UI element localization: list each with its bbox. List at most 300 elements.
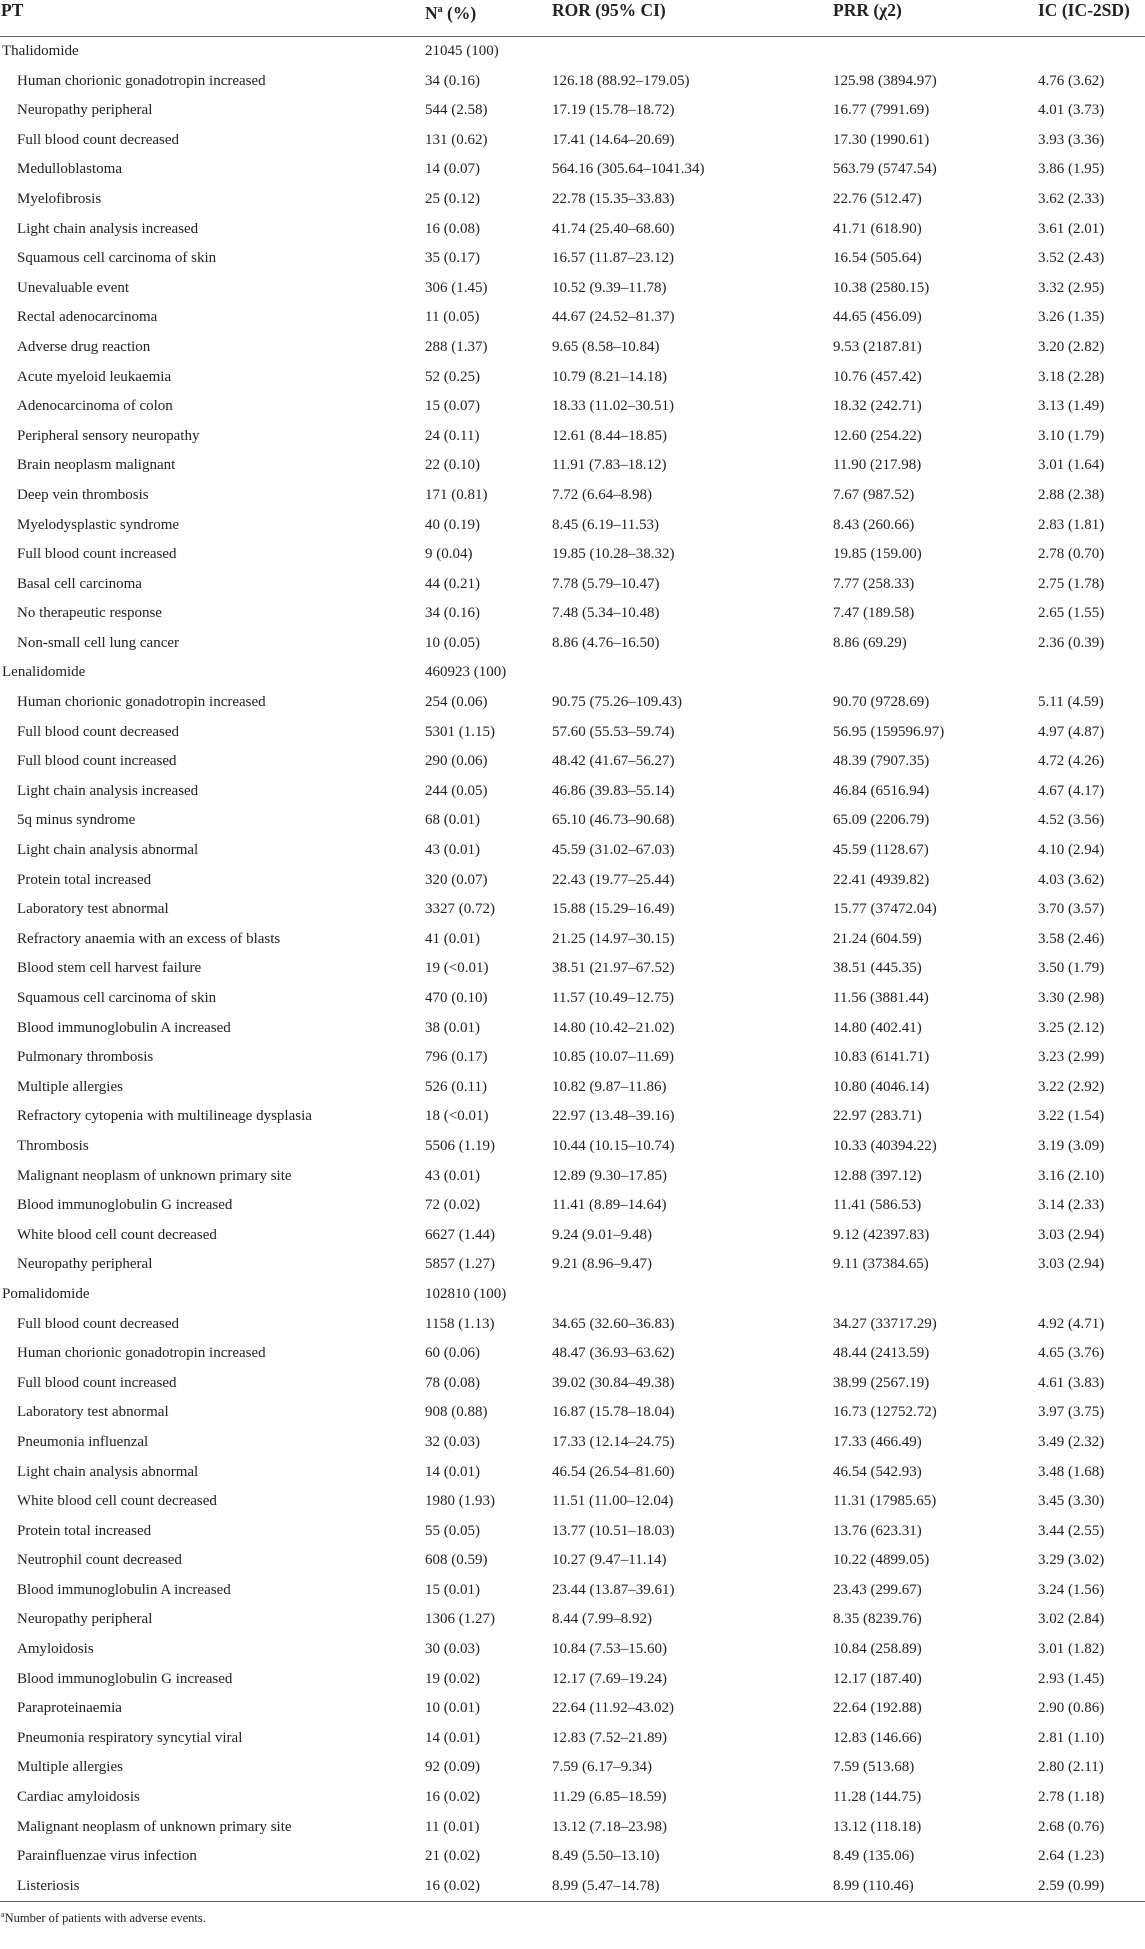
cell-n: 21 (0.02) bbox=[425, 1848, 480, 1865]
cell-ror: 8.45 (6.19–11.53) bbox=[552, 516, 659, 533]
cell-n: 24 (0.11) bbox=[425, 427, 480, 444]
cell-ror: 23.44 (13.87–39.61) bbox=[552, 1581, 675, 1598]
table-row bbox=[0, 274, 1145, 304]
cell-ic: 4.65 (3.76) bbox=[1038, 1345, 1105, 1362]
cell-pt: White blood cell count decreased bbox=[17, 1226, 217, 1243]
cell-ic: 3.30 (2.98) bbox=[1038, 990, 1105, 1006]
table-row bbox=[0, 422, 1145, 452]
cell-n: 22 (0.10) bbox=[425, 457, 480, 474]
cell-n: 6627 (1.44) bbox=[425, 1226, 495, 1243]
cell-ror: 38.51 (21.97–67.52) bbox=[552, 960, 675, 977]
cell-n: 171 (0.81) bbox=[425, 486, 488, 503]
header-prr: PRR (χ2) bbox=[833, 0, 1038, 37]
cell-pt: Human chorionic gonadotropin increased bbox=[17, 694, 266, 711]
cell-ic: 4.01 (3.73) bbox=[1038, 102, 1105, 119]
cell-pt: White blood cell count decreased bbox=[17, 1493, 217, 1510]
table-row bbox=[0, 1339, 1145, 1369]
table-row bbox=[0, 155, 1145, 185]
cell-prr: 8.49 (135.06) bbox=[833, 1848, 915, 1865]
cell-ror: 22.78 (15.35–33.83) bbox=[552, 190, 675, 207]
cell-ic: 4.72 (4.26) bbox=[1038, 753, 1105, 770]
cell-prr: 9.53 (2187.81) bbox=[833, 338, 922, 355]
cell-prr: 10.33 (40394.22) bbox=[833, 1137, 937, 1154]
cell-pt: Blood immunoglobulin A increased bbox=[17, 1019, 231, 1036]
cell-ror: 12.17 (7.69–19.24) bbox=[552, 1670, 667, 1687]
table-row bbox=[0, 185, 1145, 215]
cell-ic: 3.03 (2.94) bbox=[1038, 1226, 1105, 1243]
cell-n: 44 (0.21) bbox=[425, 575, 480, 592]
cell-n: 526 (0.11) bbox=[425, 1078, 487, 1095]
cell-ic: 3.01 (1.82) bbox=[1038, 1641, 1105, 1658]
cell-ror: 564.16 (305.64–1041.34) bbox=[552, 161, 705, 178]
table-row bbox=[0, 1191, 1145, 1221]
cell-n: 19 (<0.01) bbox=[425, 960, 489, 977]
cell-ror: 17.33 (12.14–24.75) bbox=[552, 1433, 675, 1450]
table-row bbox=[0, 1724, 1145, 1754]
cell-ror: 16.57 (11.87–23.12) bbox=[552, 250, 674, 267]
table-row bbox=[0, 836, 1145, 866]
cell-ic: 3.26 (1.35) bbox=[1038, 309, 1105, 326]
cell-ic: 3.97 (3.75) bbox=[1038, 1404, 1105, 1421]
cell-ror: 45.59 (31.02–67.03) bbox=[552, 842, 675, 859]
cell-pt: Acute myeloid leukaemia bbox=[17, 368, 172, 385]
cell-pt: Blood stem cell harvest failure bbox=[17, 960, 202, 977]
cell-n: 320 (0.07) bbox=[425, 871, 488, 888]
cell-ror: 17.41 (14.64–20.69) bbox=[552, 131, 675, 148]
group-count: 102810 (100) bbox=[425, 1285, 507, 1302]
cell-ic: 3.58 (2.46) bbox=[1038, 930, 1105, 947]
table-row bbox=[0, 1014, 1145, 1044]
group-count: 21045 (100) bbox=[425, 43, 499, 59]
cell-ic: 4.97 (4.87) bbox=[1038, 723, 1105, 740]
cell-n: 55 (0.05) bbox=[425, 1522, 480, 1539]
header-n-sup: a bbox=[437, 4, 443, 15]
table-row bbox=[0, 895, 1145, 925]
table-row bbox=[0, 1250, 1145, 1280]
empty-cell bbox=[552, 37, 833, 67]
table-row bbox=[0, 126, 1145, 156]
cell-ror: 22.64 (11.92–43.02) bbox=[552, 1700, 674, 1717]
cell-prr: 90.70 (9728.69) bbox=[833, 694, 930, 711]
table-row bbox=[0, 67, 1145, 97]
cell-prr: 45.59 (1128.67) bbox=[833, 842, 929, 859]
table-row bbox=[0, 570, 1145, 600]
cell-ror: 10.85 (10.07–11.69) bbox=[552, 1049, 674, 1066]
cell-ror: 126.18 (88.92–179.05) bbox=[552, 72, 690, 89]
cell-ic: 2.75 (1.78) bbox=[1038, 575, 1105, 592]
cell-prr: 11.31 (17985.65) bbox=[833, 1493, 937, 1510]
cell-prr: 46.84 (6516.94) bbox=[833, 782, 930, 799]
cell-prr: 38.51 (445.35) bbox=[833, 960, 922, 977]
table-row bbox=[0, 1665, 1145, 1695]
cell-n: 30 (0.03) bbox=[425, 1641, 480, 1658]
table-row bbox=[0, 96, 1145, 126]
cell-prr: 10.22 (4899.05) bbox=[833, 1552, 930, 1569]
table-row bbox=[0, 1102, 1145, 1132]
cell-ror: 8.86 (4.76–16.50) bbox=[552, 634, 660, 651]
cell-ror: 10.82 (9.87–11.86) bbox=[552, 1078, 667, 1095]
cell-prr: 8.99 (110.46) bbox=[833, 1872, 1038, 1902]
cell-ic: 3.49 (2.32) bbox=[1038, 1433, 1105, 1450]
cell-pt: Malignant neoplasm of unknown primary site bbox=[17, 1167, 292, 1184]
cell-ic: 4.52 (3.56) bbox=[1038, 812, 1105, 829]
cell-prr: 17.33 (466.49) bbox=[833, 1433, 922, 1450]
empty-cell bbox=[1038, 658, 1145, 688]
table-row bbox=[0, 1073, 1145, 1103]
table-row bbox=[0, 1310, 1145, 1340]
cell-n: 11 (0.05) bbox=[425, 309, 480, 326]
cell-ic: 2.65 (1.55) bbox=[1038, 605, 1105, 622]
cell-pt: Pulmonary thrombosis bbox=[17, 1049, 154, 1066]
table-row bbox=[0, 303, 1145, 333]
table-row bbox=[0, 1872, 1145, 1902]
cell-pt: Peripheral sensory neuropathy bbox=[17, 427, 200, 444]
cell-pt: Adverse drug reaction bbox=[17, 338, 151, 355]
cell-prr: 13.76 (623.31) bbox=[833, 1522, 922, 1539]
cell-pt: Adenocarcinoma of colon bbox=[17, 398, 173, 415]
cell-prr: 11.56 (3881.44) bbox=[833, 990, 929, 1006]
cell-pt: Thrombosis bbox=[17, 1137, 89, 1154]
table-row bbox=[0, 451, 1145, 481]
cell-n: 15 (0.01) bbox=[425, 1581, 480, 1598]
cell-n: 43 (0.01) bbox=[425, 842, 480, 859]
cell-n: 5506 (1.19) bbox=[425, 1137, 495, 1154]
table-row bbox=[0, 806, 1145, 836]
cell-pt: Paraproteinaemia bbox=[17, 1700, 122, 1717]
table-row bbox=[0, 215, 1145, 245]
cell-ic: 5.11 (4.59) bbox=[1038, 694, 1104, 711]
table-row bbox=[0, 1517, 1145, 1547]
cell-ror: 22.97 (13.48–39.16) bbox=[552, 1108, 675, 1125]
cell-pt: No therapeutic response bbox=[17, 605, 162, 622]
cell-prr: 17.30 (1990.61) bbox=[833, 131, 930, 148]
cell-ic: 3.16 (2.10) bbox=[1038, 1167, 1105, 1184]
group-name: Pomalidomide bbox=[2, 1285, 90, 1302]
cell-ic: 3.32 (2.95) bbox=[1038, 279, 1105, 296]
footnote bbox=[0, 1910, 1145, 1926]
header-n-label: N bbox=[425, 2, 438, 23]
table-row bbox=[0, 1694, 1145, 1724]
cell-ror: 8.99 (5.47–14.78) bbox=[552, 1872, 833, 1902]
cell-prr: 10.80 (4046.14) bbox=[833, 1078, 930, 1095]
cell-pt: Listeriosis bbox=[0, 1872, 425, 1902]
cell-n: 19 (0.02) bbox=[425, 1670, 480, 1687]
table-row bbox=[0, 1428, 1145, 1458]
table-row bbox=[0, 1605, 1145, 1635]
cell-ror: 90.75 (75.26–109.43) bbox=[552, 694, 682, 711]
cell-prr: 21.24 (604.59) bbox=[833, 930, 922, 947]
cell-prr: 8.35 (8239.76) bbox=[833, 1611, 922, 1628]
cell-prr: 22.41 (4939.82) bbox=[833, 871, 930, 888]
cell-n: 78 (0.08) bbox=[425, 1374, 480, 1391]
cell-pt: Full blood count decreased bbox=[17, 1315, 180, 1332]
cell-pt: Blood immunoglobulin G increased bbox=[17, 1197, 233, 1214]
cell-n: 1980 (1.93) bbox=[425, 1493, 495, 1510]
cell-prr: 14.80 (402.41) bbox=[833, 1019, 922, 1036]
cell-ror: 48.47 (36.93–63.62) bbox=[552, 1345, 675, 1362]
cell-ror: 8.44 (7.99–8.92) bbox=[552, 1611, 652, 1628]
cell-ror: 7.78 (5.79–10.47) bbox=[552, 575, 660, 592]
cell-n: 38 (0.01) bbox=[425, 1019, 480, 1036]
cell-pt: Unevaluable event bbox=[17, 279, 130, 296]
cell-ic: 4.61 (3.83) bbox=[1038, 1374, 1105, 1391]
cell-ror: 13.12 (7.18–23.98) bbox=[552, 1818, 667, 1835]
cell-ror: 11.51 (11.00–12.04) bbox=[552, 1493, 674, 1510]
cell-n: 34 (0.16) bbox=[425, 72, 480, 89]
cell-ror: 46.86 (39.83–55.14) bbox=[552, 782, 675, 799]
table-row bbox=[0, 1221, 1145, 1251]
cell-ic: 3.61 (2.01) bbox=[1038, 220, 1105, 237]
cell-n: 60 (0.06) bbox=[425, 1345, 480, 1362]
group-name: Lenalidomide bbox=[2, 664, 86, 681]
table-row bbox=[0, 1162, 1145, 1192]
cell-pt: Neuropathy peripheral bbox=[17, 1256, 153, 1273]
table-row bbox=[0, 1635, 1145, 1665]
cell-ic: 3.19 (3.09) bbox=[1038, 1137, 1105, 1154]
cell-ror: 10.79 (8.21–14.18) bbox=[552, 368, 667, 385]
table-row bbox=[0, 866, 1145, 896]
cell-ic: 2.36 (0.39) bbox=[1038, 634, 1105, 651]
cell-ror: 11.57 (10.49–12.75) bbox=[552, 990, 674, 1006]
cell-prr: 11.41 (586.53) bbox=[833, 1197, 922, 1214]
cell-n: 3327 (0.72) bbox=[425, 901, 495, 918]
table-row bbox=[0, 511, 1145, 541]
cell-ror: 10.44 (10.15–10.74) bbox=[552, 1137, 675, 1154]
cell-ror: 19.85 (10.28–38.32) bbox=[552, 546, 675, 563]
cell-ic: 3.29 (3.02) bbox=[1038, 1552, 1105, 1569]
cell-prr: 12.60 (254.22) bbox=[833, 427, 922, 444]
cell-prr: 46.54 (542.93) bbox=[833, 1463, 922, 1480]
group-row bbox=[0, 658, 1145, 688]
cell-pt: Non-small cell lung cancer bbox=[17, 634, 180, 651]
cell-ic: 3.13 (1.49) bbox=[1038, 398, 1105, 415]
cell-n: 32 (0.03) bbox=[425, 1433, 480, 1450]
table-row bbox=[0, 1043, 1145, 1073]
cell-ror: 44.67 (24.52–81.37) bbox=[552, 309, 675, 326]
cell-pt: Full blood count decreased bbox=[17, 131, 180, 148]
table-row bbox=[0, 392, 1145, 422]
table-row bbox=[0, 1546, 1145, 1576]
cell-n: 43 (0.01) bbox=[425, 1167, 480, 1184]
footnote-sup: a bbox=[1, 1910, 5, 1920]
cell-n: 16 (0.02) bbox=[425, 1789, 480, 1806]
cell-n: 92 (0.09) bbox=[425, 1759, 480, 1776]
cell-n: 306 (1.45) bbox=[425, 279, 488, 296]
cell-pt: Laboratory test abnormal bbox=[17, 1404, 169, 1421]
cell-pt: Light chain analysis abnormal bbox=[17, 1463, 199, 1480]
cell-pt: Multiple allergies bbox=[17, 1078, 123, 1095]
cell-ror: 7.72 (6.64–8.98) bbox=[552, 486, 652, 503]
cell-prr: 22.97 (283.71) bbox=[833, 1108, 922, 1125]
cell-n: 9 (0.04) bbox=[425, 546, 473, 563]
cell-pt: Full blood count increased bbox=[17, 546, 177, 563]
empty-cell bbox=[833, 658, 1038, 688]
cell-ror: 18.33 (11.02–30.51) bbox=[552, 398, 674, 415]
cell-ic: 3.24 (1.56) bbox=[1038, 1581, 1105, 1598]
table-row bbox=[0, 1813, 1145, 1843]
table-row bbox=[0, 688, 1145, 718]
table-row bbox=[0, 984, 1145, 1014]
cell-ic: 2.59 (0.99) bbox=[1038, 1872, 1145, 1902]
cell-n: 608 (0.59) bbox=[425, 1552, 488, 1569]
cell-prr: 22.76 (512.47) bbox=[833, 190, 922, 207]
cell-ic: 4.10 (2.94) bbox=[1038, 842, 1105, 859]
cell-prr: 7.59 (513.68) bbox=[833, 1759, 915, 1776]
table-row bbox=[0, 1132, 1145, 1162]
empty-cell bbox=[1038, 37, 1145, 67]
table-row bbox=[0, 1576, 1145, 1606]
cell-n: 11 (0.01) bbox=[425, 1818, 480, 1835]
cell-ror: 12.61 (8.44–18.85) bbox=[552, 427, 667, 444]
cell-ic: 2.83 (1.81) bbox=[1038, 516, 1105, 533]
cell-prr: 10.84 (258.89) bbox=[833, 1641, 922, 1658]
cell-prr: 16.54 (505.64) bbox=[833, 250, 922, 267]
cell-ic: 2.64 (1.23) bbox=[1038, 1848, 1105, 1865]
cell-ic: 4.67 (4.17) bbox=[1038, 782, 1105, 799]
cell-n: 15 (0.07) bbox=[425, 398, 480, 415]
cell-ic: 3.62 (2.33) bbox=[1038, 190, 1105, 207]
cell-ic: 3.50 (1.79) bbox=[1038, 960, 1105, 977]
cell-pt: Brain neoplasm malignant bbox=[17, 457, 176, 474]
cell-n: 244 (0.05) bbox=[425, 782, 488, 799]
table-row bbox=[0, 629, 1145, 659]
cell-prr: 16.77 (7991.69) bbox=[833, 102, 930, 119]
cell-pt: Cardiac amyloidosis bbox=[17, 1789, 140, 1806]
cell-pt: Myelodysplastic syndrome bbox=[17, 516, 180, 533]
empty-cell bbox=[833, 37, 1038, 67]
cell-ror: 7.59 (6.17–9.34) bbox=[552, 1759, 652, 1776]
cell-prr: 48.39 (7907.35) bbox=[833, 753, 930, 770]
cell-ic: 3.45 (3.30) bbox=[1038, 1493, 1105, 1510]
cell-prr: 34.27 (33717.29) bbox=[833, 1315, 937, 1332]
cell-pt: Light chain analysis increased bbox=[17, 782, 199, 799]
cell-n: 1158 (1.13) bbox=[425, 1315, 495, 1332]
cell-ror: 10.84 (7.53–15.60) bbox=[552, 1641, 667, 1658]
table-row bbox=[0, 1783, 1145, 1813]
cell-ror: 12.89 (9.30–17.85) bbox=[552, 1167, 667, 1184]
cell-n: 68 (0.01) bbox=[425, 812, 480, 829]
cell-prr: 7.67 (987.52) bbox=[833, 486, 915, 503]
cell-ror: 65.10 (46.73–90.68) bbox=[552, 812, 675, 829]
cell-pt: Malignant neoplasm of unknown primary site bbox=[17, 1818, 292, 1835]
cell-ror: 57.60 (55.53–59.74) bbox=[552, 723, 675, 740]
cell-ic: 4.03 (3.62) bbox=[1038, 871, 1105, 888]
group-count: 460923 (100) bbox=[425, 664, 507, 681]
cell-ror: 39.02 (30.84–49.38) bbox=[552, 1374, 675, 1391]
cell-prr: 23.43 (299.67) bbox=[833, 1581, 922, 1598]
cell-n: 34 (0.16) bbox=[425, 605, 480, 622]
cell-prr: 125.98 (3894.97) bbox=[833, 72, 937, 89]
cell-ic: 4.76 (3.62) bbox=[1038, 72, 1105, 89]
cell-prr: 9.12 (42397.83) bbox=[833, 1226, 930, 1243]
cell-prr: 10.76 (457.42) bbox=[833, 368, 922, 385]
cell-prr: 15.77 (37472.04) bbox=[833, 901, 937, 918]
cell-pt: Neuropathy peripheral bbox=[17, 102, 153, 119]
cell-ror: 48.42 (41.67–56.27) bbox=[552, 753, 675, 770]
cell-n: 10 (0.05) bbox=[425, 634, 480, 651]
table-row bbox=[0, 599, 1145, 629]
cell-ic: 2.78 (0.70) bbox=[1038, 546, 1105, 563]
cell-ic: 3.20 (2.82) bbox=[1038, 338, 1105, 355]
cell-pt: Human chorionic gonadotropin increased bbox=[17, 1345, 266, 1362]
cell-ic: 3.23 (2.99) bbox=[1038, 1049, 1105, 1066]
cell-ror: 12.83 (7.52–21.89) bbox=[552, 1729, 667, 1746]
table-body bbox=[0, 37, 1145, 1902]
cell-pt: Full blood count increased bbox=[17, 1374, 177, 1391]
cell-pt: Multiple allergies bbox=[17, 1759, 123, 1776]
header-ic: IC (IC-2SD) bbox=[1038, 0, 1145, 37]
cell-ror: 21.25 (14.97–30.15) bbox=[552, 930, 675, 947]
cell-ic: 3.22 (2.92) bbox=[1038, 1078, 1105, 1095]
empty-cell bbox=[552, 1280, 833, 1310]
cell-pt: Rectal adenocarcinoma bbox=[17, 309, 158, 326]
cell-n: 1306 (1.27) bbox=[425, 1611, 495, 1628]
cell-pt: Full blood count increased bbox=[17, 753, 177, 770]
cell-n: 52 (0.25) bbox=[425, 368, 480, 385]
cell-pt: 5q minus syndrome bbox=[17, 812, 136, 829]
table-row bbox=[0, 747, 1145, 777]
cell-ic: 2.90 (0.86) bbox=[1038, 1700, 1105, 1717]
table-row bbox=[0, 333, 1145, 363]
cell-ic: 2.80 (2.11) bbox=[1038, 1759, 1104, 1776]
cell-prr: 13.12 (118.18) bbox=[833, 1818, 922, 1835]
empty-cell bbox=[1038, 1280, 1145, 1310]
cell-ror: 13.77 (10.51–18.03) bbox=[552, 1522, 675, 1539]
cell-pt: Squamous cell carcinoma of skin bbox=[17, 990, 217, 1006]
cell-n: 14 (0.01) bbox=[425, 1729, 480, 1746]
cell-ror: 17.19 (15.78–18.72) bbox=[552, 102, 675, 119]
empty-cell bbox=[833, 1280, 1038, 1310]
cell-prr: 48.44 (2413.59) bbox=[833, 1345, 930, 1362]
cell-prr: 12.88 (397.12) bbox=[833, 1167, 922, 1184]
cell-ror: 8.49 (5.50–13.10) bbox=[552, 1848, 660, 1865]
table-row bbox=[0, 1842, 1145, 1872]
cell-prr: 22.64 (192.88) bbox=[833, 1700, 922, 1717]
cell-n: 40 (0.19) bbox=[425, 516, 480, 533]
cell-n: 470 (0.10) bbox=[425, 990, 488, 1006]
cell-prr: 11.28 (144.75) bbox=[833, 1789, 922, 1806]
cell-ror: 22.43 (19.77–25.44) bbox=[552, 871, 675, 888]
cell-n: 796 (0.17) bbox=[425, 1049, 488, 1066]
cell-ic: 2.68 (0.76) bbox=[1038, 1818, 1105, 1835]
cell-ic: 3.70 (3.57) bbox=[1038, 901, 1105, 918]
cell-ror: 10.52 (9.39–11.78) bbox=[552, 279, 667, 296]
cell-n: 290 (0.06) bbox=[425, 753, 488, 770]
cell-prr: 44.65 (456.09) bbox=[833, 309, 922, 326]
table-row bbox=[0, 1398, 1145, 1428]
cell-prr: 10.38 (2580.15) bbox=[833, 279, 930, 296]
cell-prr: 9.11 (37384.65) bbox=[833, 1256, 929, 1273]
table-row bbox=[0, 954, 1145, 984]
cell-ic: 3.02 (2.84) bbox=[1038, 1611, 1105, 1628]
cell-n: 16 (0.02) bbox=[425, 1872, 552, 1902]
cell-pt: Deep vein thrombosis bbox=[17, 486, 149, 503]
cell-pt: Squamous cell carcinoma of skin bbox=[17, 250, 217, 267]
cell-pt: Neuropathy peripheral bbox=[17, 1611, 153, 1628]
cell-pt: Refractory anaemia with an excess of blasts bbox=[17, 930, 281, 947]
header-ror: ROR (95% CI) bbox=[552, 0, 833, 37]
table-row bbox=[0, 481, 1145, 511]
header-pt: PT bbox=[0, 0, 425, 37]
cell-prr: 563.79 (5747.54) bbox=[833, 161, 937, 178]
cell-n: 131 (0.62) bbox=[425, 131, 488, 148]
cell-ic: 2.81 (1.10) bbox=[1038, 1729, 1105, 1746]
cell-pt: Pneumonia respiratory syncytial viral bbox=[17, 1729, 243, 1746]
table-row bbox=[0, 1458, 1145, 1488]
cell-ror: 10.27 (9.47–11.14) bbox=[552, 1552, 667, 1569]
cell-pt: Laboratory test abnormal bbox=[17, 901, 169, 918]
cell-n: 41 (0.01) bbox=[425, 930, 480, 947]
